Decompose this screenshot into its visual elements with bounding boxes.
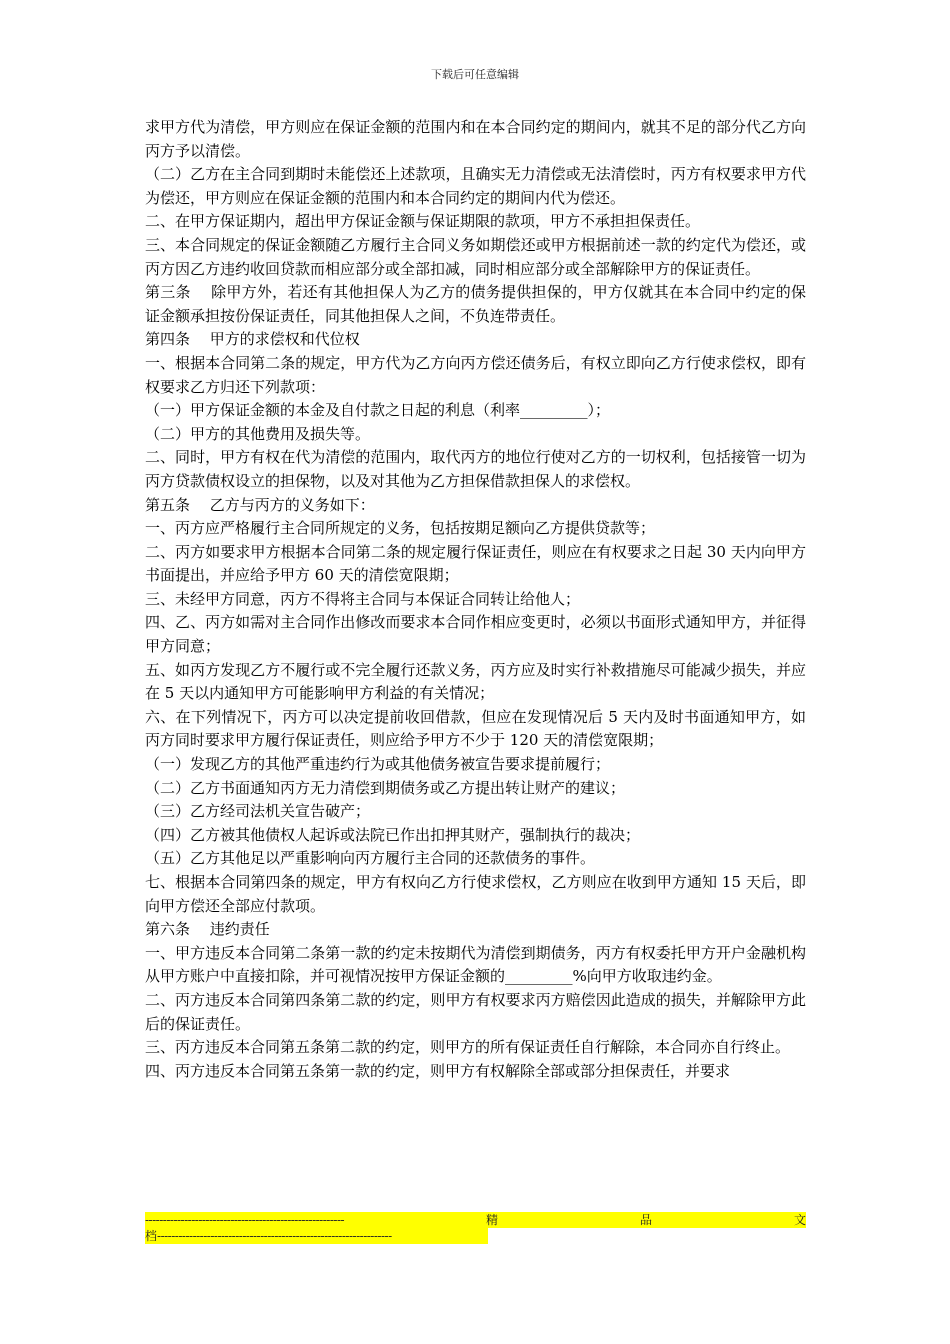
paragraph: 七、根据本合同第四条的规定，甲方有权向乙方行使求偿权，乙方则应在收到甲方通知 15 天后，即向甲方偿还全部应付款项。 (145, 873, 806, 915)
paragraph: 求甲方代为清偿，甲方则应在保证金额的范围内和在本合同约定的期间内，就其不足的部分代乙方向丙方予以清偿。 (145, 118, 806, 160)
paragraph: 二、在甲方保证期内，超出甲方保证金额与保证期限的款项，甲方不承担担保责任。 (145, 212, 701, 231)
paragraph: （二）甲方的其他费用及损失等。 (145, 424, 371, 443)
paragraph: （二）乙方书面通知丙方无力清偿到期债务或乙方提出转让财产的建议； (145, 778, 626, 797)
footer-char: 档 (145, 1229, 158, 1243)
paragraph: 一、甲方违反本合同第二条第一款的约定未按期代为清偿到期债务，丙方有权委托甲方开户金融机构从甲方账户中直接扣除，并可视情况按甲方保证金额的_________%向甲方收取违约金。 (145, 943, 806, 986)
page-footer (145, 1212, 806, 1248)
paragraph: 三、未经甲方同意，丙方不得将主合同与本保证合同转让给他人； (145, 589, 581, 608)
paragraph: （一）发现乙方的其他严重违约行为或其他债务被宣告要求提前履行； (145, 755, 611, 774)
footer-dashes: -------------------------------------------------------- (145, 1213, 345, 1227)
footer-char: 文 (793, 1213, 806, 1227)
footer-char: 精 (486, 1213, 499, 1227)
document-body (145, 116, 806, 1083)
paragraph: 三、丙方违反本合同第五条第二款的约定，则甲方的所有保证责任自行解除，本合同亦自行终止。 (145, 1038, 791, 1057)
paragraph: 一、根据本合同第二条的规定，甲方代为乙方向丙方偿还债务后，有权立即向乙方行使求偿权，即有权要求乙方归还下列款项： (145, 353, 806, 396)
paragraph: 二、同时，甲方有权在代为清偿的范围内，取代丙方的地位行使对乙方的一切权利，包括接管一切为丙方贷款债权设立的担保物，以及对其他为乙方担保借款担保人的求偿权。 (145, 448, 806, 490)
paragraph: （一）甲方保证金额的本金及自付款之日起的利息（利率_________）； (145, 401, 611, 420)
page-header (0, 66, 950, 82)
paragraph: 五、如丙方发现乙方不履行或不完全履行还款义务，丙方应及时实行补救措施尽可能减少损失，并应在 5 天以内通知甲方可能影响甲方利益的有关情况； (145, 660, 806, 703)
paragraph: （五）乙方其他足以严重影响向丙方履行主合同的还款债务的事件。 (145, 849, 596, 868)
paragraph: 一、丙方应严格履行主合同所规定的义务，包括按期足额向乙方提供贷款等； (145, 519, 656, 538)
paragraph: 四、丙方违反本合同第五条第一款的约定，则甲方有权解除全部或部分担保责任，并要求 (145, 1061, 731, 1080)
paragraph: （三）乙方经司法机关宣告破产； (145, 802, 371, 821)
paragraph: （四）乙方被其他债权人起诉或法院已作出扣押其财产，强制执行的裁决； (145, 825, 641, 844)
article-heading: 第六条 违约责任 (145, 920, 270, 939)
footer-line-1 (145, 1212, 806, 1228)
paragraph: 二、丙方如要求甲方根据本合同第二条的规定履行保证责任，则应在有权要求之日起 30 天内向甲方书面提出，并应给予甲方 60 天的清偿宽限期； (145, 542, 806, 585)
footer-dashes: ------------------------------------------------------------------ (157, 1229, 392, 1243)
article-heading: 第三条 除甲方外，若还有其他担保人为乙方的债务提供担保的，甲方仅就其在本合同中约定的保证金额承担按份保证责任，同其他担保人之间，不负连带责任。 (145, 283, 806, 325)
paragraph: 四、乙、丙方如需对主合同作出修改而要求本合同作相应变更时，必须以书面形式通知甲方，并征得甲方同意； (145, 613, 806, 656)
paragraph: 六、在下列情况下，丙方可以决定提前收回借款，但应在发现情况后 5 天内及时书面通知甲方，如丙方同时要求甲方履行保证责任，则应给予甲方不少于 120 天的清偿宽限期； (145, 707, 806, 750)
header-text: 下载后可任意编辑 (431, 68, 519, 81)
paragraph: （二）乙方在主合同到期时未能偿还上述款项，且确实无力清偿或无法清偿时，丙方有权要求甲方代为偿还，甲方则应在保证金额的范围内和本合同约定的期间内代为偿还。 (145, 165, 806, 207)
footer-char: 品 (639, 1213, 652, 1227)
paragraph: 二、丙方违反本合同第四条第二款的约定，则甲方有权要求丙方赔偿因此造成的损失，并解除甲方此后的保证责任。 (145, 990, 806, 1033)
article-heading: 第五条 乙方与丙方的义务如下： (145, 495, 375, 514)
article-heading: 第四条 甲方的求偿权和代位权 (145, 330, 360, 349)
paragraph: 三、本合同规定的保证金额随乙方履行主合同义务如期偿还或甲方根据前述一款的约定代为偿还，或丙方因乙方违约收回贷款而相应部分或全部扣减，同时相应部分或全部解除甲方的保证责任。 (145, 235, 806, 278)
footer-line-2 (145, 1228, 488, 1244)
